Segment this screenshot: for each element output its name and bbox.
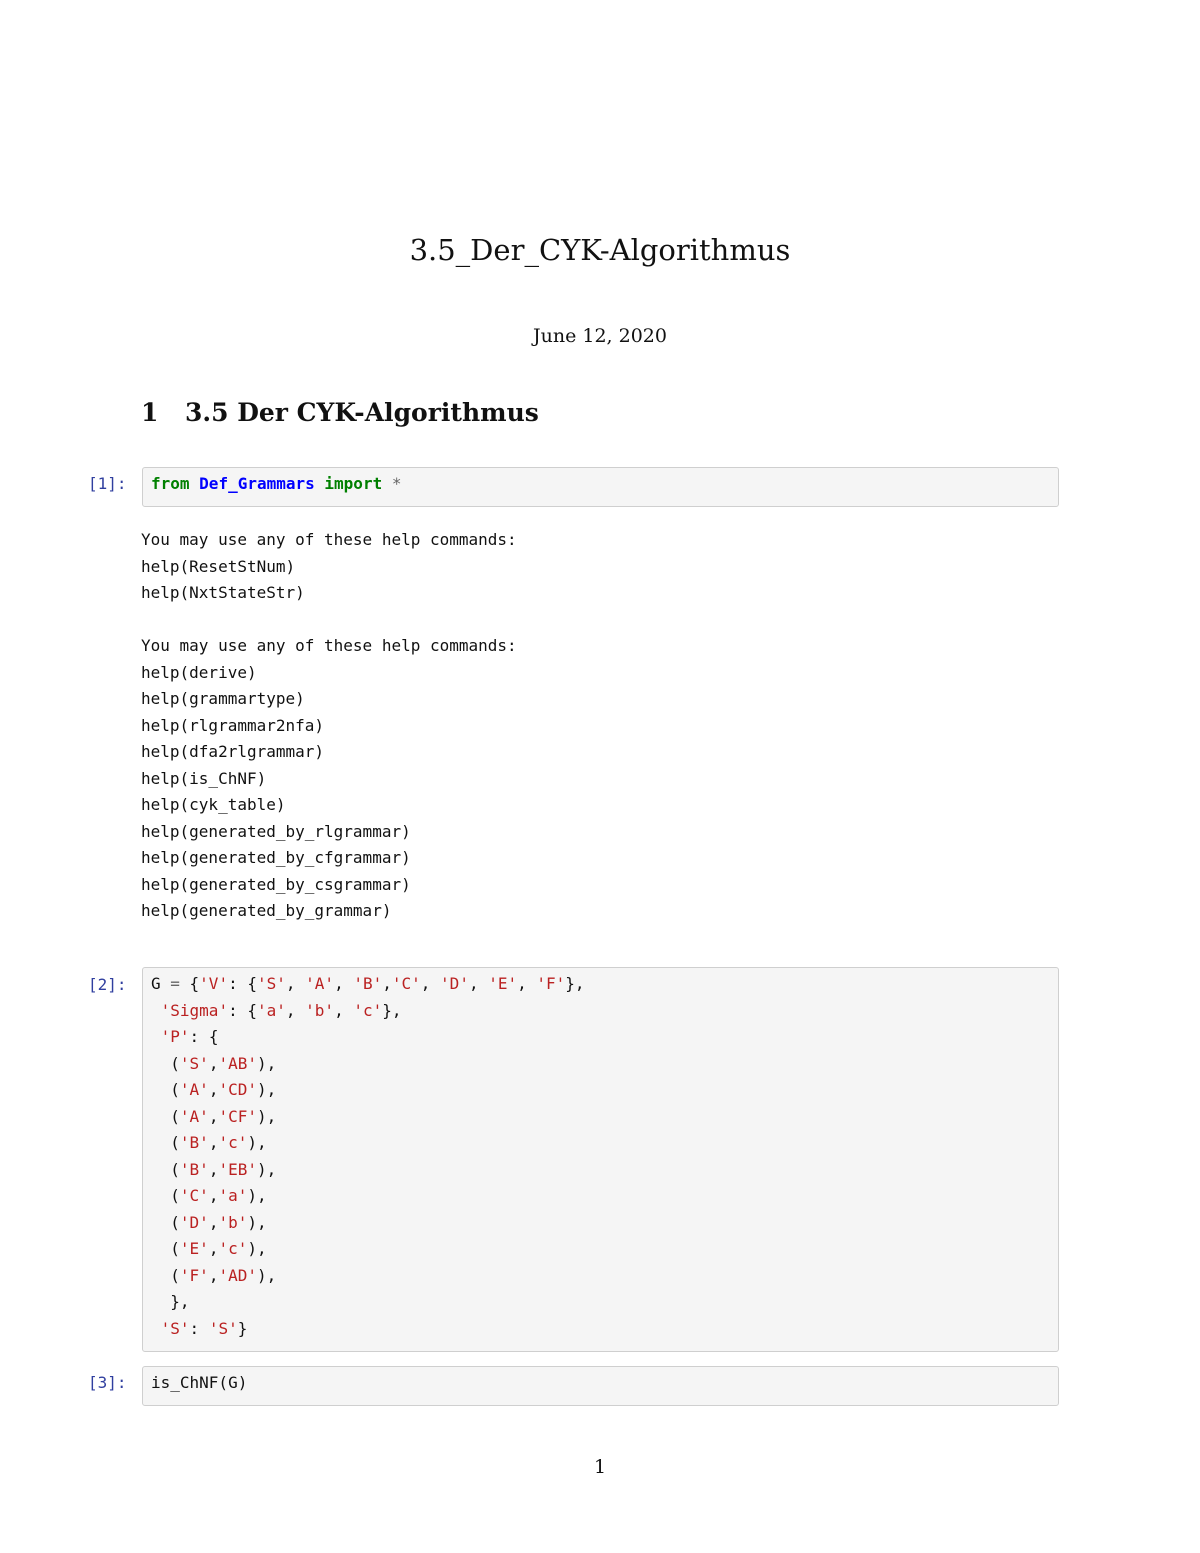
code-token: { [179, 974, 200, 993]
output-line: help(generated_by_grammar) [141, 901, 392, 920]
code-token: }, [382, 1000, 402, 1020]
output-line: help(generated_by_rlgrammar) [141, 821, 411, 841]
code-token: , [208, 1133, 219, 1152]
section-heading [141, 393, 539, 433]
code-token: }, [565, 974, 585, 993]
code-token: ), [256, 1159, 277, 1179]
output-line: help(cyk_table) [141, 795, 286, 814]
code-cell-3[interactable] [142, 1366, 1059, 1406]
code-line [151, 998, 1058, 1025]
code-token: ), [247, 1239, 267, 1258]
code-token: 'B' [179, 1133, 209, 1152]
code-token: ( [151, 1053, 180, 1073]
code-token: 'CD' [218, 1080, 257, 1099]
code-token: 'S' [208, 1318, 238, 1338]
code-token: ( [151, 1265, 180, 1285]
code-token: 'c' [218, 1239, 248, 1258]
output-line [141, 607, 517, 634]
code-token: 'Sigma' [160, 1000, 229, 1020]
page-number: 1 [593, 1456, 607, 1478]
code-token: 'V' [199, 974, 229, 993]
document-date: June 12, 2020 [533, 325, 667, 347]
output-line: help(ResetStNum) [141, 556, 296, 576]
code-token: 'E' [179, 1239, 209, 1258]
code-line [151, 1183, 1058, 1210]
code-token: }, [151, 1292, 190, 1311]
code-token: 'C' [179, 1186, 209, 1205]
code-token: 'b' [305, 1000, 335, 1020]
code-line [151, 1051, 1058, 1078]
code-line [151, 1130, 1058, 1157]
code-token: 'A' [179, 1080, 209, 1099]
code-token: ( [151, 1133, 180, 1152]
code-line [151, 1104, 1058, 1131]
code-token: 'a' [256, 1000, 286, 1020]
code-token: 'c' [353, 1000, 383, 1020]
code-token: 'AD' [218, 1265, 257, 1285]
code-token: , [208, 1159, 219, 1179]
code-token: 'B' [179, 1159, 209, 1179]
code-token: 'b' [218, 1212, 248, 1232]
code-token: , [285, 1000, 306, 1020]
code-token: , [334, 1000, 354, 1020]
code-token: 'B' [353, 974, 383, 993]
code-token: 'C' [391, 974, 421, 993]
code-line [151, 471, 1058, 498]
code-token: ( [151, 1239, 180, 1258]
code-token: Def_Grammars [199, 474, 315, 493]
code-token: ), [256, 1106, 277, 1126]
code-token: 'a' [218, 1186, 248, 1205]
code-token: ( [151, 1159, 180, 1179]
cell-1-output [141, 527, 517, 925]
code-token: ( [151, 1080, 180, 1099]
code-token: = [170, 974, 180, 993]
code-cell-2[interactable] [142, 967, 1059, 1352]
code-line [151, 1077, 1058, 1104]
code-token: ( [151, 1106, 180, 1126]
code-line [151, 1024, 1058, 1051]
code-cell-1[interactable] [142, 467, 1059, 507]
code-token [382, 474, 392, 493]
code-token [151, 1027, 161, 1046]
document-title: 3.5_Der_CYK-Algorithmus [409, 233, 791, 267]
cell-1-prompt: [1]: [88, 474, 127, 493]
code-token: 'D' [440, 974, 469, 993]
code-token: ), [256, 1080, 277, 1099]
cell-2-prompt: [2]: [88, 975, 127, 994]
code-token: , [382, 974, 392, 993]
code-token: ), [247, 1212, 267, 1232]
code-token: : { [228, 974, 257, 993]
code-token: ( [151, 1186, 180, 1205]
code-token: : [189, 1318, 209, 1338]
code-token: , [208, 1239, 219, 1258]
code-token: ), [247, 1186, 267, 1205]
code-token: 'S' [160, 1318, 190, 1338]
code-token: ), [256, 1053, 277, 1073]
code-token: 'A' [305, 974, 335, 993]
code-line [151, 1236, 1058, 1263]
output-line: help(NxtStateStr) [141, 583, 305, 602]
code-token: from [151, 474, 190, 493]
code-token: , [517, 974, 537, 993]
code-token: ( [151, 1212, 180, 1232]
output-line: help(generated_by_cfgrammar) [141, 848, 411, 867]
output-line: help(derive) [141, 662, 257, 682]
code-token: ), [247, 1133, 267, 1152]
code-line [151, 1263, 1058, 1290]
output-line: help(generated_by_csgrammar) [141, 874, 411, 894]
output-line: help(rlgrammar2nfa) [141, 715, 325, 735]
code-token: , [334, 974, 354, 993]
output-line: help(grammartype) [141, 689, 305, 708]
section-title: 3.5 Der CYK-Algorithmus [185, 398, 539, 427]
code-token: G [151, 974, 171, 993]
code-token: 'F' [179, 1265, 209, 1285]
code-token: , [208, 1265, 219, 1285]
output-line: help(dfa2rlgrammar) [141, 742, 325, 761]
code-token: 'P' [160, 1027, 190, 1046]
code-token: is_ChNF(G) [151, 1373, 248, 1392]
code-token: 'AB' [218, 1053, 257, 1073]
code-token: , [208, 1080, 219, 1099]
code-token: : { [189, 1027, 219, 1046]
cell-3-prompt: [3]: [88, 1373, 127, 1392]
code-token: 'EB' [218, 1159, 257, 1179]
code-line [151, 1370, 1058, 1397]
code-token: , [208, 1106, 219, 1126]
code-token: 'E' [488, 974, 518, 993]
code-token: 'F' [536, 974, 566, 993]
code-token: 'S' [179, 1053, 209, 1073]
code-token: ), [256, 1265, 277, 1285]
code-token: import [324, 474, 383, 493]
code-line [151, 1316, 1058, 1343]
code-token: 'S' [256, 974, 286, 993]
code-token: 'c' [218, 1133, 248, 1152]
code-token [190, 474, 200, 493]
code-token: , [208, 1186, 219, 1205]
code-token: : { [228, 1000, 257, 1020]
code-token: } [237, 1318, 248, 1338]
section-number: 1 [141, 398, 159, 427]
code-token: , [420, 974, 441, 993]
code-line [151, 1210, 1058, 1237]
output-line: You may use any of these help commands: [141, 636, 517, 655]
code-token: 'CF' [218, 1106, 257, 1126]
code-line [151, 1157, 1058, 1184]
code-token [315, 474, 325, 493]
code-token: , [285, 974, 306, 993]
code-token [151, 1001, 161, 1020]
code-token: , [208, 1053, 219, 1073]
code-token: * [391, 474, 402, 493]
code-token: , [468, 974, 489, 993]
output-line: help(is_ChNF) [141, 768, 267, 788]
code-line [151, 971, 1058, 998]
code-token [151, 1319, 161, 1338]
code-token: , [208, 1212, 219, 1232]
code-token: 'A' [179, 1106, 209, 1126]
code-line [151, 1289, 1058, 1316]
code-token: 'D' [179, 1212, 209, 1232]
output-line: You may use any of these help commands: [141, 530, 517, 549]
